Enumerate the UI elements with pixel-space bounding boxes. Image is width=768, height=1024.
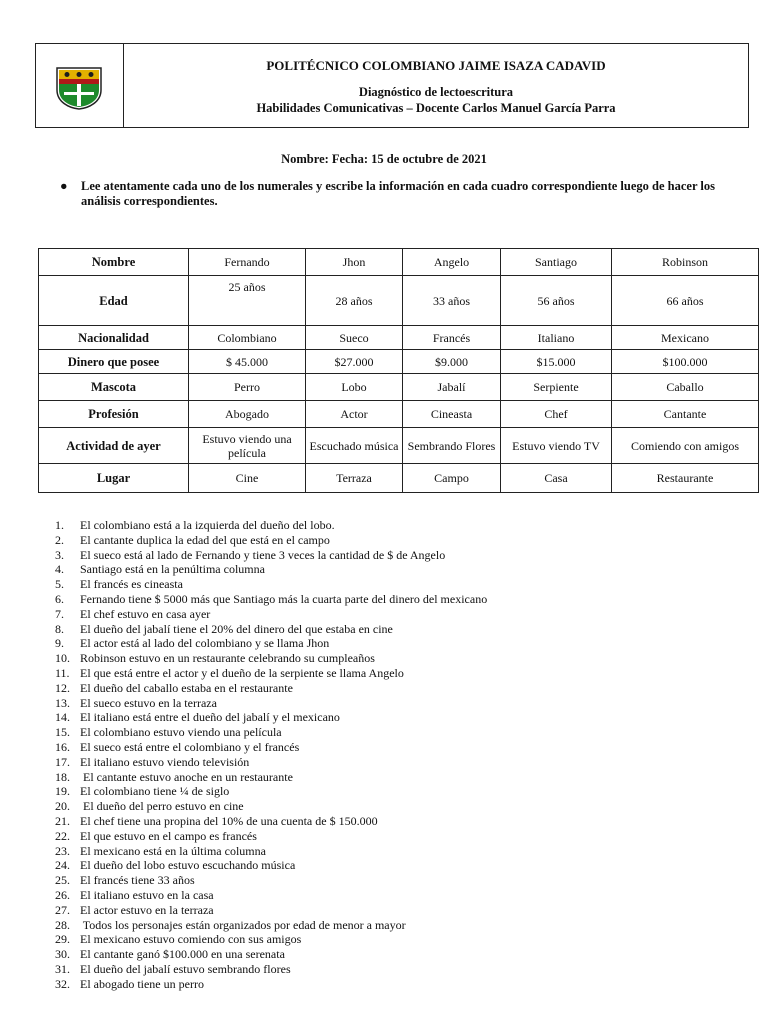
table-cell: 28 años [306,276,403,326]
clue-text: El francés es cineasta [80,577,183,592]
table-cell: 56 años [501,276,612,326]
clue-number: 28. [55,917,70,932]
list-item [55,799,487,814]
list-item [55,518,487,533]
table-cell: $15.000 [501,350,612,374]
clue-text: El cantante estuvo anoche en un restaurante [80,769,293,784]
table-cell: Angelo [403,249,501,276]
table-cell: Campo [403,464,501,493]
clue-number: 32. [55,976,70,991]
list-item [55,977,487,992]
list-item [55,533,487,548]
list-item [55,770,487,785]
table-cell: Cine [189,464,306,493]
table-cell: Caballo [612,374,759,401]
clue-text: El cantante ganó $100.000 en una serenata [80,947,285,962]
clue-text: El dueño del jabalí tiene el 20% del dinero del que estaba en cine [80,621,393,636]
table-cell: Estuvo viendo una película [189,428,306,464]
table-cell: Cineasta [403,401,501,428]
table-cell: Fernando [189,249,306,276]
table-row [39,350,759,374]
clue-number: 3. [55,547,64,562]
list-item [55,725,487,740]
clue-number: 19. [55,784,70,799]
table-cell: Santiago [501,249,612,276]
list-item [55,918,487,933]
row-header: Profesión [39,401,189,428]
clue-number: 8. [55,621,64,636]
clue-text: El chef tiene una propina del 10% de una cuenta de $ 150.000 [80,813,378,828]
table-cell: Actor [306,401,403,428]
clue-number: 21. [55,813,70,828]
table-cell: $ 45.000 [189,350,306,374]
clue-text: El mexicano está en la última columna [80,843,266,858]
table-cell: 25 años [189,276,306,326]
clue-text: Fernando tiene $ 5000 más que Santiago más la cuarta parte del dinero del mexicano [80,591,488,606]
table-cell: Casa [501,464,612,493]
table-cell: Estuvo viendo TV [501,428,612,464]
table-cell: Italiano [501,326,612,350]
clue-number: 5. [55,577,64,592]
table-cell: 33 años [403,276,501,326]
list-item [55,755,487,770]
table-row [39,276,759,326]
table-cell: Lobo [306,374,403,401]
list-item [55,962,487,977]
table-cell: Colombiano [189,326,306,350]
institution-name: POLITÉCNICO COLOMBIANO JAIME ISAZA CADAVID [266,58,606,73]
table-cell: Comiendo con amigos [612,428,759,464]
clue-number: 29. [55,932,70,947]
table-cell: $27.000 [306,350,403,374]
clue-number: 26. [55,887,70,902]
clue-text: El chef estuvo en casa ayer [80,606,211,621]
clue-number: 18. [55,769,70,784]
list-item [55,681,487,696]
list-item [55,932,487,947]
table-row [39,374,759,401]
clue-list [55,518,487,992]
row-header: Edad [39,276,189,326]
logic-puzzle-table [38,248,759,493]
course-line: Habilidades Comunicativas – Docente Carlos Manuel García Parra [256,101,616,115]
clue-text: El actor está al lado del colombiano y se llama Jhon [80,636,330,651]
list-item [55,577,487,592]
table-cell: Francés [403,326,501,350]
clue-text: El sueco está al lado de Fernando y tiene 3 veces la cantidad de $ de Angelo [80,547,446,562]
bullet-icon: ● [60,179,68,193]
row-header: Mascota [39,374,189,401]
table-cell: Sueco [306,326,403,350]
clue-text: El italiano estuvo en la casa [80,887,214,902]
clue-text: El actor estuvo en la terraza [80,902,214,917]
row-header: Nombre [39,249,189,276]
list-item [55,636,487,651]
clue-text: El sueco estuvo en la terraza [80,695,217,710]
table-cell: Sembrando Flores [403,428,501,464]
row-header: Lugar [39,464,189,493]
clue-text: El abogado tiene un perro [80,976,204,991]
clue-text: El italiano estuvo viendo televisión [80,754,250,769]
row-header: Actividad de ayer [39,428,189,464]
clue-number: 7. [55,606,64,621]
clue-text: El italiano está entre el dueño del jabalí y el mexicano [80,710,340,725]
header-text [124,44,748,127]
clue-number: 25. [55,873,70,888]
clue-number: 11. [55,665,70,680]
clue-number: 9. [55,636,64,651]
clue-text: Todos los personajes están organizados por edad de menor a mayor [80,917,406,932]
table-cell: Escuchado música [306,428,403,464]
table-row [39,249,759,276]
clue-number: 2. [55,532,64,547]
table-cell: Perro [189,374,306,401]
header-logo-cell [36,44,124,127]
table-row [39,428,759,464]
clue-number: 16. [55,739,70,754]
clue-text: El dueño del jabalí estuvo sembrando flores [80,961,291,976]
list-item [55,696,487,711]
table-cell: Chef [501,401,612,428]
list-item [55,844,487,859]
table-cell: Terraza [306,464,403,493]
clue-number: 31. [55,961,70,976]
list-item [55,903,487,918]
clue-text: El francés tiene 33 años [80,873,195,888]
clue-number: 12. [55,680,70,695]
list-item [55,548,487,563]
clue-text: El dueño del perro estuvo en cine [80,799,244,814]
clue-text: El colombiano tiene ¼ de siglo [80,784,230,799]
document-header [35,43,749,128]
clue-number: 13. [55,695,70,710]
clue-number: 17. [55,754,70,769]
clue-text: El colombiano estuvo viendo una película [80,725,282,740]
table-cell: Restaurante [612,464,759,493]
list-item [55,814,487,829]
clue-text: El que estuvo en el campo es francés [80,828,257,843]
clue-text: El sueco está entre el colombiano y el francés [80,739,300,754]
table-cell: Cantante [612,401,759,428]
clue-number: 24. [55,858,70,873]
clue-number: 22. [55,828,70,843]
clue-number: 20. [55,799,70,814]
list-item [55,873,487,888]
list-item [55,622,487,637]
clue-text: El colombiano está a la izquierda del dueño del lobo. [80,518,335,532]
table-cell: Robinson [612,249,759,276]
list-item [55,740,487,755]
list-item [55,651,487,666]
clue-number: 10. [55,651,70,666]
institution-shield-logo [54,66,104,110]
table-row [39,464,759,493]
table-cell: Jhon [306,249,403,276]
instruction-text: Lee atentamente cada uno de los numerales y escribe la información en cada cuadro correspondiente luego de hacer los análisis correspondientes. [81,179,715,208]
list-item [55,784,487,799]
list-item [55,829,487,844]
clue-text: El cantante duplica la edad del que está en el campo [80,532,330,547]
clue-text: El dueño del caballo estaba en el restaurante [80,680,293,695]
clue-number: 27. [55,902,70,917]
table-row [39,326,759,350]
document-subtitle: Diagnóstico de lectoescritura [358,85,514,99]
table-cell: Mexicano [612,326,759,350]
clue-number: 30. [55,947,70,962]
clue-number: 14. [55,710,70,725]
clue-text: El que está entre el actor y el dueño de la serpiente se llama Angelo [80,665,404,680]
list-item [55,888,487,903]
table-cell: 66 años [612,276,759,326]
list-item [55,858,487,873]
list-item [55,666,487,681]
table-cell: Abogado [189,401,306,428]
list-item [55,710,487,725]
list-item [55,607,487,622]
row-header: Nacionalidad [39,326,189,350]
clue-text: Robinson estuvo en un restaurante celebrando su cumpleaños [80,651,375,666]
table-cell: $100.000 [612,350,759,374]
clue-number: 23. [55,843,70,858]
clue-number: 4. [55,562,64,577]
table-cell: Jabalí [403,374,501,401]
list-item [55,592,487,607]
list-item [55,562,487,577]
table-row [39,401,759,428]
name-date-line: Nombre: Fecha: 15 de octubre de 2021 [281,152,487,166]
row-header: Dinero que posee [39,350,189,374]
table-cell: Serpiente [501,374,612,401]
clue-number: 15. [55,725,70,740]
instruction [60,179,735,209]
clue-text: Santiago está en la penúltima columna [80,562,265,577]
table-cell: $9.000 [403,350,501,374]
clue-text: El dueño del lobo estuvo escuchando música [80,858,296,873]
clue-number: 1. [55,518,64,532]
list-item [55,947,487,962]
clue-number: 6. [55,591,64,606]
clue-text: El mexicano estuvo comiendo con sus amigos [80,932,302,947]
